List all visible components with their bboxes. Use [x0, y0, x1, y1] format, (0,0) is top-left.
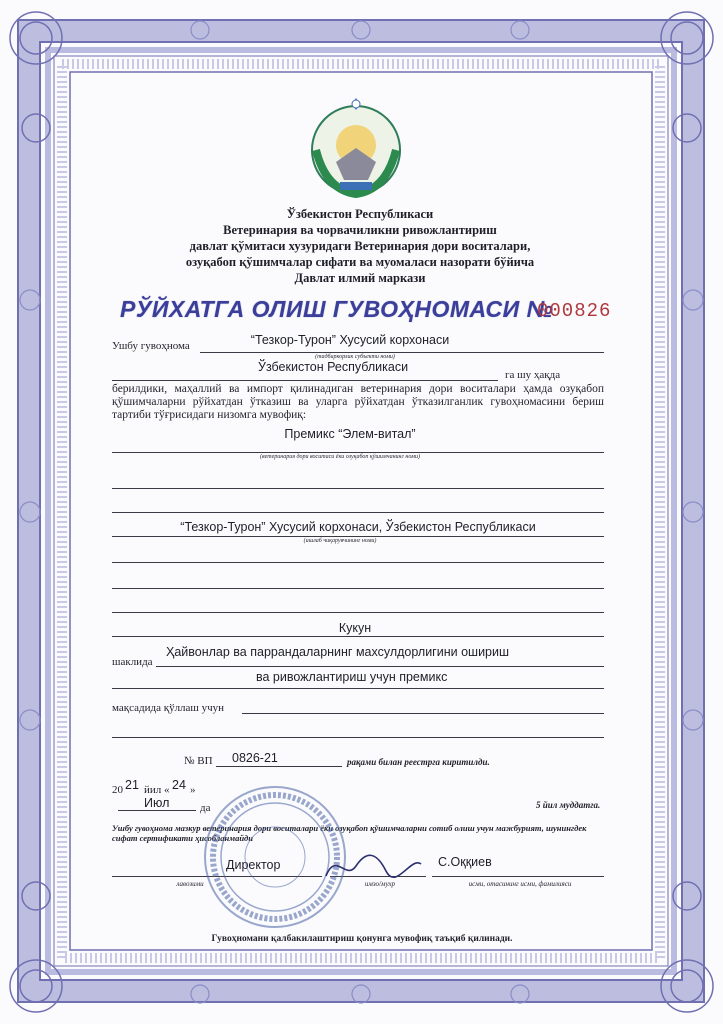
header-line-2: Ветеринария ва чорвачиликни ривожлантириш [223, 223, 497, 237]
reg-suffix: рақами билан реестрга киритилди. [347, 757, 490, 767]
signer-caption: исми, отасининг исми, фамилияси [468, 880, 572, 888]
header-line-4: озуқабоп қўшимчалар сифати ва муомаласи назорати бўйича [185, 255, 535, 269]
position-caption: лавозими [176, 880, 204, 888]
header-line-5: Давлат илмий маркази [294, 271, 426, 285]
header-line-3: давлат қўмитаси хузуридаги Ветеринария дори воситалари, [189, 239, 531, 253]
document-title: РЎЙХАТГА ОЛИШ ГУВОҲНОМАСИ № [120, 296, 554, 322]
day-close: » [190, 784, 196, 796]
purpose-label: мақсадида қўллаш учун [112, 702, 225, 714]
year-value: 21 [125, 778, 139, 792]
reg-label: № ВП [184, 755, 213, 767]
legal-note: Ушбу гувоҳнома мазкур ветеринария дори воситалари ёки озуқабоп қўшимчаларни сотиб олиш учун мажбурият, шунингдек сифат сертификати ҳисобланмайди [112, 823, 587, 843]
manufacturer-caption: (ишлаб чиқарувчининг номи) [303, 538, 377, 544]
product-value: Премикс “Элем-витал” [284, 427, 416, 441]
about-label: га шу ҳақда [505, 369, 561, 381]
validity: 5 йил муддатга. [536, 800, 601, 810]
form-value: Кукун [338, 621, 372, 635]
signature [316, 846, 426, 886]
issued-to-caption: (тадбиркорлик субъекти номи) [315, 354, 395, 360]
month-value: Июл [144, 796, 170, 810]
manufacturer-value: “Тезкор-Турон” Хусусий корхонаси, Ўзбекистон Республикаси [180, 520, 536, 534]
form-label: шаклида [112, 656, 153, 668]
signature-caption: имзо/мухр [364, 880, 396, 888]
signer-name: С.Оққиев [438, 855, 492, 869]
state-emblem [296, 90, 416, 200]
footer-warning: Гувоҳномани қалбакилаштириш қонунга мувофиқ таъқиб қилинади. [211, 934, 513, 944]
product-caption: (ветеринария дори воситаси ёки озуқабоп қўшимчанинг номи) [260, 454, 420, 460]
regulation-paragraph: берилдики, маҳаллий ва импорт қилинадиган ветеринария дори воситалари ҳамда озуқабоп қўшимчаларни рўйхатдан ўтказиш ва уларга рўйхатдан ўтказилганлик гувоҳномасини бериш тартиби тўғрисидаги низомга мувофиқ: [112, 383, 604, 421]
serial-number: 000826 [537, 300, 612, 322]
year-label: йил « [144, 784, 170, 796]
issued-to-value: “Тезкор-Турон” Хусусий корхонаси [250, 333, 450, 347]
issued-to-label: Ушбу гувоҳнома [112, 340, 190, 352]
header-line-1: Ўзбекистон Республикаси [286, 207, 434, 221]
purpose-value-2: ва ривожлантириш учун премикс [256, 670, 448, 684]
reg-number: 0826-21 [232, 751, 278, 765]
year-prefix: 20 [112, 784, 123, 796]
position-value: Директор [226, 858, 281, 872]
month-suffix: да [200, 802, 211, 814]
country-value: Ўзбекистон Республикаси [258, 360, 409, 374]
purpose-value-1: Ҳайвонлар ва паррандаларнинг махсулдорлигини ошириш [166, 645, 510, 659]
day-value: 24 [172, 778, 186, 792]
